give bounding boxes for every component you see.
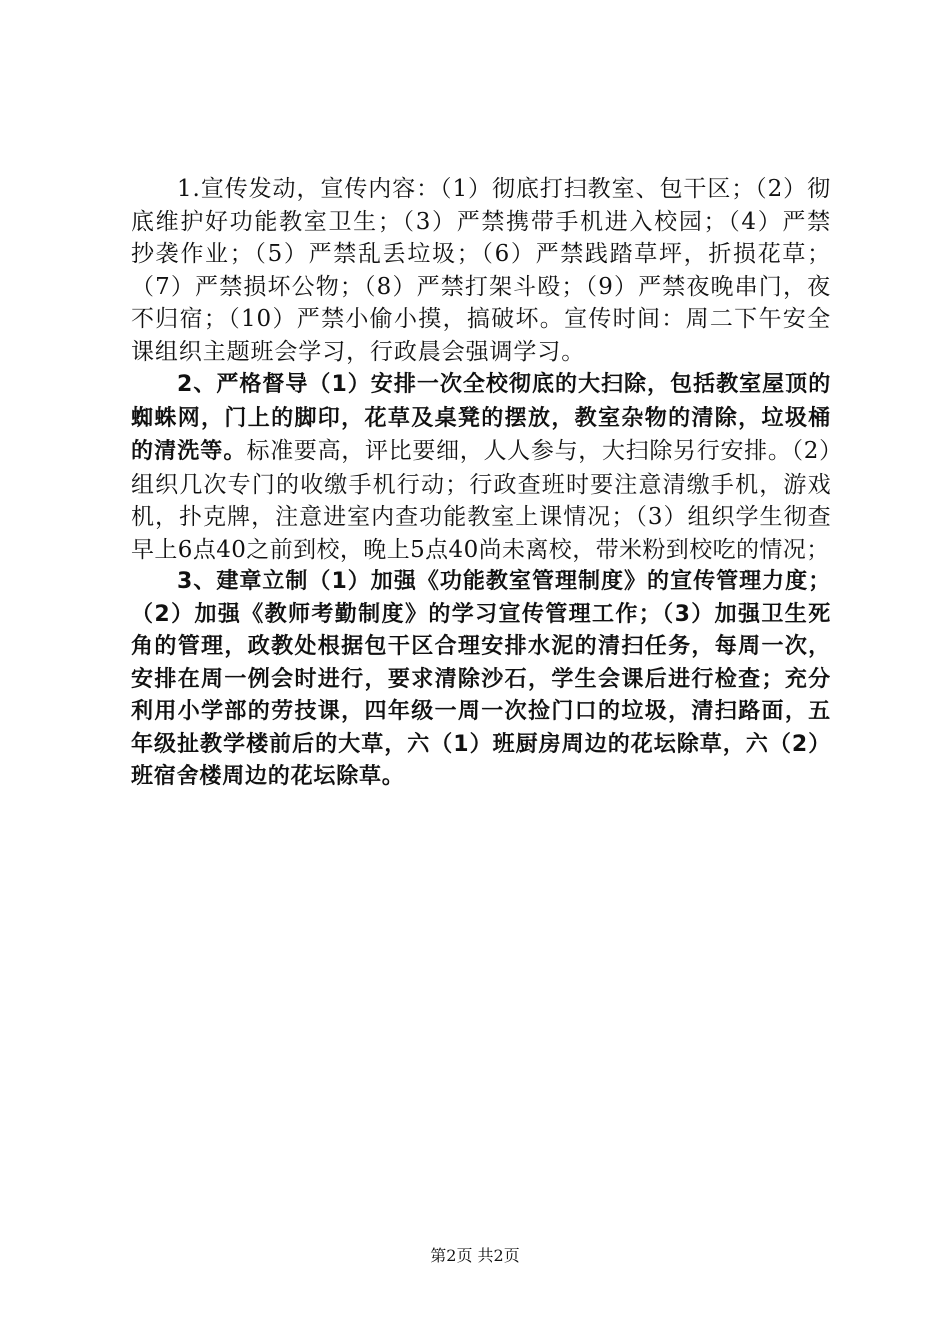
paragraph-supervision-normal: 标准要高，评比要细，人人参与，大扫除另行安排。（2）组织几次专门的收缴手机行动；行政查班时要注意清缴手机，游戏机，扑克牌，注意进室内查功能教室上课情况；（3）组织学生彻查早上6点40之前到校，晚上5点40尚未离校，带米粉到校吃的情况；: [131, 438, 831, 563]
page-footer: 第2页 共2页: [430, 1246, 520, 1265]
paragraph-regulations: 3、建章立制（1）加强《功能教室管理制度》的宣传管理力度；（2）加强《教师考勤制度》的学习宣传管理工作；（3）加强卫生死角的管理，政教处根据包干区合理安排水泥的清扫任务，每周一次，安排在周一例会时进行，要求清除沙石，学生会课后进行检查；充分利用小学部的劳技课，四年级一周一次捡门口的垃圾，清扫路面，五年级扯教学楼前后的大草，六（1）班厨房周边的花坛除草，六（2）班宿舍楼周边的花坛除草。: [131, 569, 831, 789]
paragraph-supervision: [131, 368, 831, 566]
paragraph-publicity: 1.宣传发动，宣传内容：（1）彻底打扫教室、包干区；（2）彻底维护好功能教室卫生；（3）严禁携带手机进入校园；（4）严禁抄袭作业；（5）严禁乱丢垃圾；（6）严禁践踏草坪，折损花草；（7）严禁损坏公物；（8）严禁打架斗殴；（9）严禁夜晚串门，夜不归宿；（10）严禁小偷小摸，搞破坏。宣传时间：周二下午安全课组织主题班会学习，行政晨会强调学习。: [131, 176, 831, 365]
document-body: [131, 173, 831, 794]
paragraph-supervision-bold: 2、严格督导（1）安排一次全校彻底的大扫除，包括教室屋顶的蜘蛛网，门上的脚印，花草及桌凳的摆放，教室杂物的清除，垃圾桶的清洗等。: [131, 372, 831, 464]
